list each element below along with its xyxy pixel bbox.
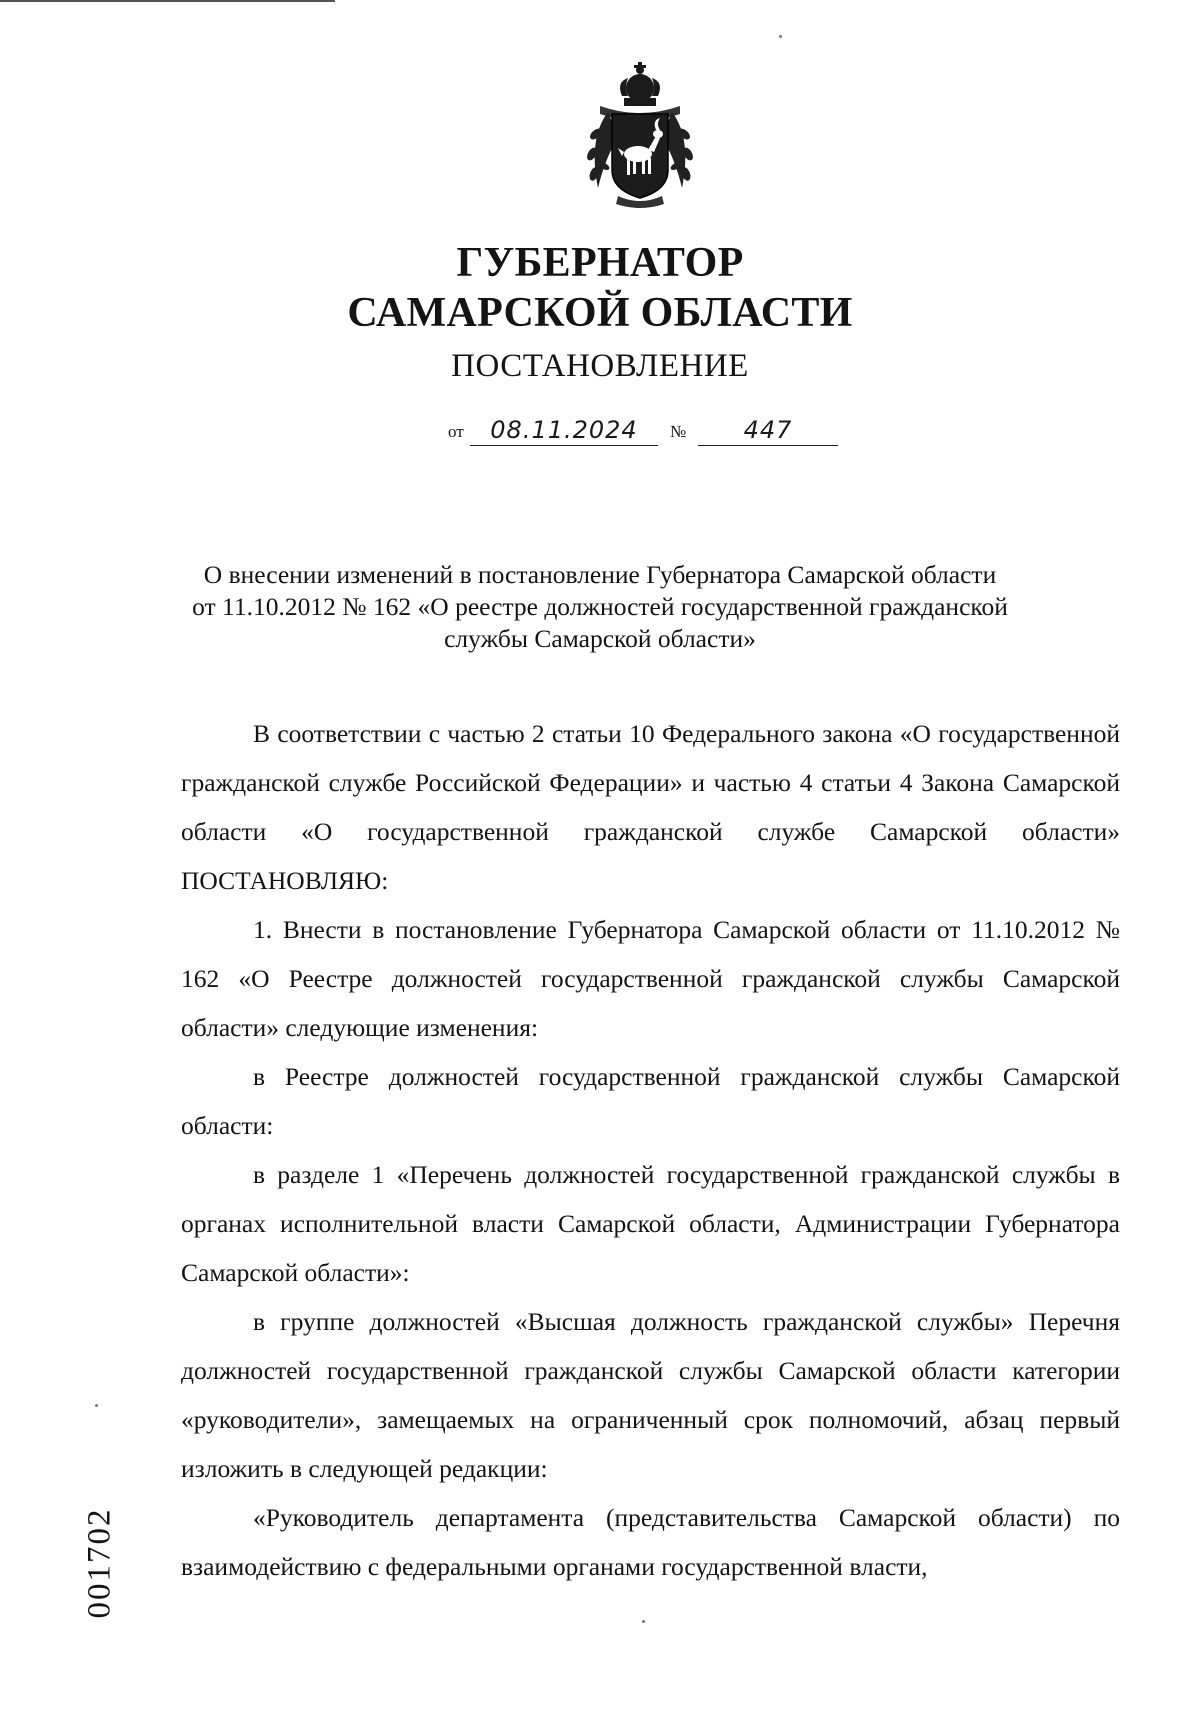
coat-of-arms-icon xyxy=(578,58,702,210)
subject-line-1: О внесении изменений в постановление Губернатора Самарской области xyxy=(203,560,997,589)
scan-speck xyxy=(779,35,782,38)
date-value: 08.11.2024 xyxy=(470,415,658,446)
body-paragraph: 1. Внести в постановление Губернатора Самарской области от 11.10.2012 № 162 «О Реестре должностей государственной гражданской службы Самарской области» следующие изменения: xyxy=(181,915,1120,1042)
issuing-authority-title xyxy=(0,238,1200,338)
subject-line-3: службы Самарской области» xyxy=(444,624,756,653)
scan-speck xyxy=(642,1620,645,1623)
date-label: от xyxy=(448,422,464,441)
scan-edge-line xyxy=(0,0,335,2)
number-value: 447 xyxy=(698,415,838,446)
body-paragraph: в группе должностей «Высшая должность гражданской службы» Перечня должностей государственной гражданской службы Самарской области категории «руководители», замещаемых на ограниченный срок полномочий, абзац первый изложить в следующей редакции: xyxy=(181,1307,1120,1483)
document-type: ПОСТАНОВЛЕНИЕ xyxy=(451,348,749,384)
body-paragraph: В соответствии с частью 2 статьи 10 Федерального закона «О государственной гражданской службе Российской Федерации» и частью 4 статьи 4 Закона Самарской области «О государственной гражданской службе Самарской области» ПОСТАНОВЛЯЮ: xyxy=(181,719,1120,895)
document-body xyxy=(181,709,1120,1591)
subject-line-2: от 11.10.2012 № 162 «О реестре должностей государственной гражданской xyxy=(192,592,1008,621)
date-number-line xyxy=(448,414,848,448)
authority-line-2: САМАРСКОЙ ОБЛАСТИ xyxy=(347,290,853,336)
body-paragraph: «Руководитель департамента (представительства Самарской области) по взаимодействию с федеральными органами государственной власти, xyxy=(181,1503,1120,1581)
document-subject xyxy=(150,559,1050,655)
number-label: № xyxy=(670,422,687,441)
scan-speck xyxy=(95,1404,98,1407)
crown-icon xyxy=(620,62,660,106)
authority-line-1: ГУБЕРНАТОР xyxy=(456,240,744,286)
body-paragraph: в разделе 1 «Перечень должностей государственной гражданской службы в органах исполнительной власти Самарской области, Администрации Губернатора Самарской области»: xyxy=(181,1160,1120,1287)
margin-serial-stamp: 001702 xyxy=(81,1507,118,1619)
body-paragraph: в Реестре должностей государственной гражданской службы Самарской области: xyxy=(181,1062,1120,1140)
